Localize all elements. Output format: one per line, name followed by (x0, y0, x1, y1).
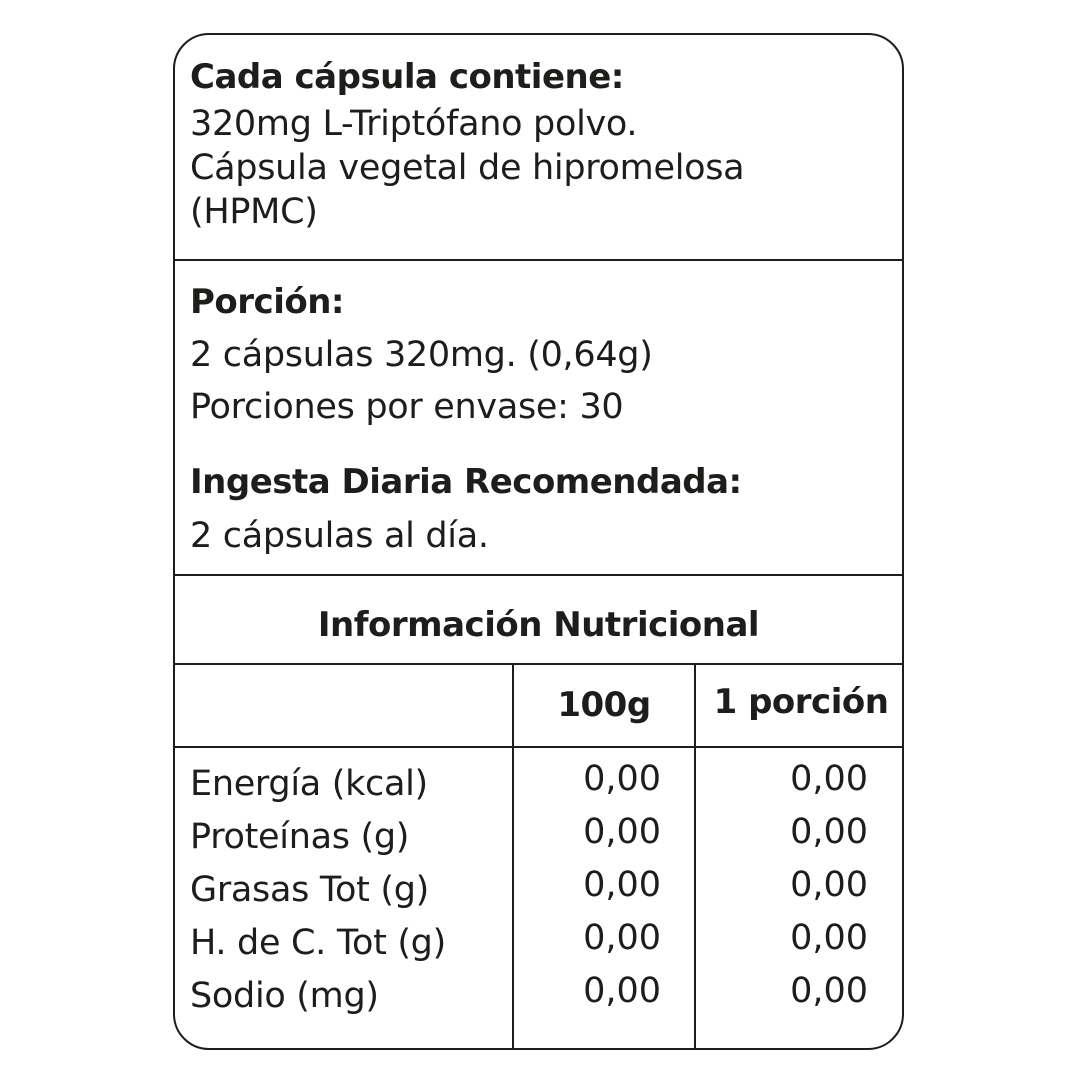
divider (175, 574, 902, 576)
portion-line: Porciones por envase: 30 (190, 387, 624, 427)
nutrient-name: H. de C. Tot (g) (190, 923, 446, 963)
portion-heading: Porción: (190, 282, 345, 322)
portion-line: 2 cápsulas 320mg. (0,64g) (190, 335, 653, 375)
divider (175, 663, 902, 665)
value-100g: 0,00 (583, 759, 661, 799)
column-header-100g: 100g (557, 685, 651, 725)
value-portion: 0,00 (790, 812, 868, 852)
intake-line: 2 cápsulas al día. (190, 516, 489, 556)
composition-line: Cápsula vegetal de hipromelosa (190, 148, 745, 188)
nutrient-name: Sodio (mg) (190, 976, 379, 1016)
value-100g: 0,00 (583, 971, 661, 1011)
value-portion: 0,00 (790, 918, 868, 958)
intake-heading: Ingesta Diaria Recomendada: (190, 462, 742, 502)
value-100g: 0,00 (583, 812, 661, 852)
nutrition-label (173, 33, 904, 1050)
value-portion: 0,00 (790, 865, 868, 905)
value-100g: 0,00 (583, 865, 661, 905)
composition-heading: Cada cápsula contiene: (190, 57, 624, 97)
value-portion: 0,00 (790, 971, 868, 1011)
divider (175, 259, 902, 261)
divider (175, 746, 902, 748)
value-portion: 0,00 (790, 759, 868, 799)
composition-line: 320mg L-Triptófano polvo. (190, 104, 638, 144)
composition-line: (HPMC) (190, 192, 318, 232)
column-header-portion: 1 porción (713, 682, 889, 722)
nutrient-name: Grasas Tot (g) (190, 870, 430, 910)
value-100g: 0,00 (583, 918, 661, 958)
nutrient-name: Proteínas (g) (190, 817, 410, 857)
nutrient-name: Energía (kcal) (190, 764, 428, 804)
nutrition-title: Información Nutricional (317, 605, 760, 645)
